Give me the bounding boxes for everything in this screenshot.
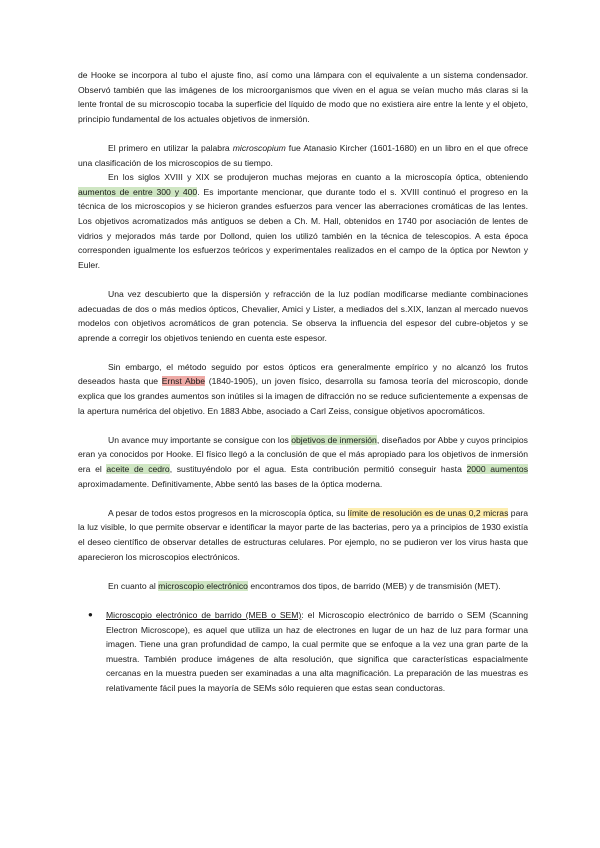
text-run: , diseñados por Abbe y cuyos principios eran ya conocidos por Hooke. El físico llegó a la conclusión de que el más apropiado para los objetivos de inmersión era el [78,434,528,475]
text-run: : el Microscopio electrónico de barrido o SEM (Scanning Electron Microscope), es aquel que utiliza un haz de electrones en lugar de un haz de luz para formar una imagen. Tiene una gran profundidad de campo, la cual permite que se enfoque a la vez una gran parte de la muestra. También produce imágenes de alta resolución, que significa que características espacialmente cercanas en la muestra pueden ser examinadas a una alta magnificación. La preparación de las muestras es relativamente fácil pues la mayoría de SEMs sólo requieren que estas sean conductoras. [106,609,528,693]
highlight-2000-aumentos: 2000 aumentos [466,464,529,475]
text-run: (1840-1905), un joven físico, desarrolla su famosa teoría del microscopio, donde explica que los grandes aumentos son inútiles si la imagen de difracción no se reduce suficientemente a expensas de la apertura numérica del objetivo. En 1883 Abbe, asociado a Carl Zeiss, consigue objetivos apocromáticos. [78,376,529,416]
text-run: Sin embargo, el método seguido por estos ópticos era generalmente empírico y no alcanzó los frutos deseados hasta que [78,361,528,387]
text-run: El primero en utilizar la palabra [108,142,233,153]
paragraph-dispersion: Una vez descubierto que la dispersión y refracción de la luz podían modificarse mediante combinaciones adecuadas de dos o más medios ópticos, Chevalier, Amici y Lister, a mediados del s.XIX, lanzan al mercado nuevos modelos con objetivos acromáticos de gran potencia. Se observa la influencia del espesor del cubre-objetos y se aprende a corregir los objetivos teniendo en cuenta este espesor. [78,288,528,343]
highlight-microscopio-electronico: microscopio electrónico [158,580,248,591]
document-page [78,68,528,696]
text-run: Un avance muy importante se consigue con los [108,434,292,445]
highlight-limite-resolucion: límite de resolución es de unas 0,2 micras [347,507,509,518]
paragraph-limite [78,506,528,564]
paragraph-hooke: de Hooke se incorpora al tubo el ajuste fino, así como una lámpara con el equivalente a un sistema condensador. Observó también que las imágenes de los microorganismos que viven en el agua se veían mucho más claras si la lente frontal de su microscopio tocaba la superficie del líquido de modo que no existiera aire entre la lente y el objeto, principio fundamental de los actuales objetivos de inmersión. [78,70,528,124]
text-run: encontramos dos tipos, de barrido (MEB) y de transmisión (MET). [247,580,501,591]
text-run: aproximadamente. Definitivamente, Abbe sentó las bases de la óptica moderna. [78,478,383,489]
paragraph-siglos [78,170,528,272]
list-item-text [106,608,528,696]
text-run: . Es importante mencionar, que durante todo el s. XVIII continuó el progreso en la técnica de los microscopios y se hicieron grandes esfuerzos para vencer las aberraciones cromáticas de las lentes. Los objetivos acromatizados más antiguos se deben a Ch. M. Hall, obtenidos en 1740 por asociación de lentes de vidrios y mejorados más tarde por Dollond, quien los utilizó también en la técnica de telescopios. A esta época corresponden igualmente los esfuerzos teóricos y experimentales realizados en el campo de la óptica por Newton y Euler. [78,186,528,270]
paragraph-abbe [78,360,528,418]
highlight-objetivos-inmersion: objetivos de inmersión [291,434,377,445]
paragraph-kircher [78,141,528,170]
bullet-icon: ● [88,609,93,619]
text-run: En cuanto al [108,580,159,591]
text-run: A pesar de todos estos progresos en la microscopía óptica, su [108,507,348,518]
highlight-aceite-cedro: aceite de cedro [106,464,170,475]
list-item-sem [88,608,528,696]
text-run: fue Atanasio Kircher (1601-1680) en un libro en el que ofrece una clasificación de los microscopios de su tiempo. [78,142,528,168]
text-run: para la luz visible, lo que permite observar e identificar la mayor parte de las bacterias, pero ya a principios de 1930 existía el deseo científico de observar detalles de estructuras celulares. Por ejemplo, no se pudieron ver los virus hasta que aparecieron los microscopios electrónicos. [78,507,529,562]
list-item-title: Microscopio electrónico de barrido (MEB o SEM) [106,609,302,620]
highlight-aumentos: aumentos de entre 300 y 400 [78,186,198,197]
highlight-ernst-abbe: Ernst Abbe [161,376,206,387]
paragraph-electronico [78,579,528,594]
paragraph-inmersion [78,433,528,491]
text-run: , sustituyéndolo por el agua. Esta contribución permitió conseguir hasta [169,464,467,475]
text-run: En los siglos XVIII y XIX se produjeron muchas mejoras en cuanto a la microscopía óptica, obteniendo [108,172,528,183]
italic-term: microscopium [232,142,286,153]
